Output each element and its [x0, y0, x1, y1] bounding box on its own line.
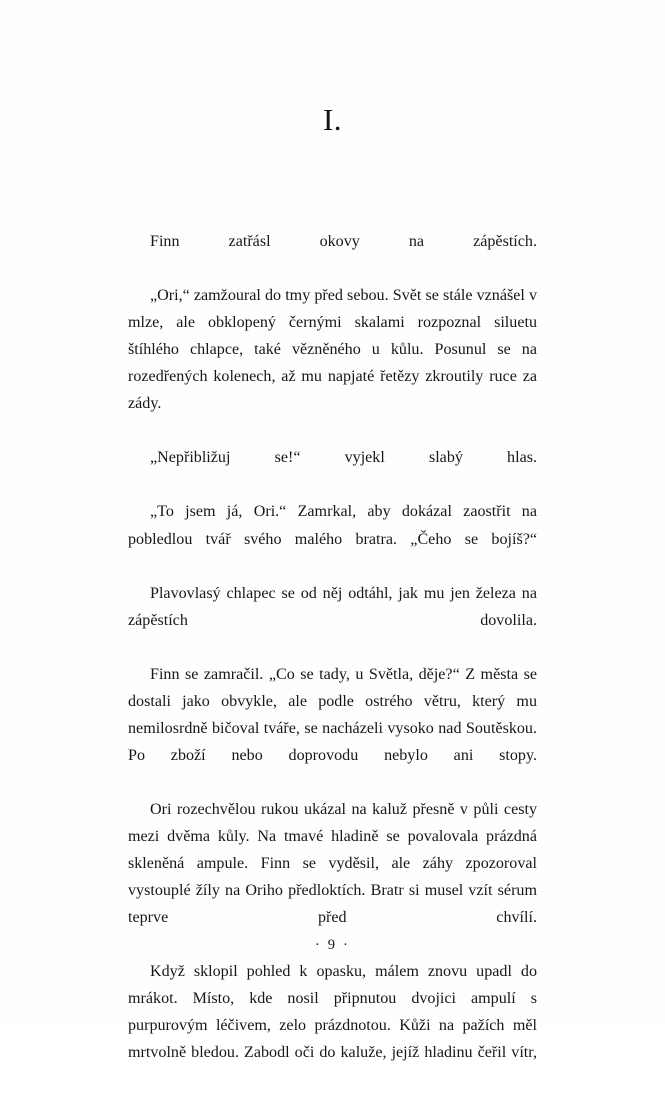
paragraph: Finn se zamračil. „Co se tady, u Světla, děje?“ Z města se dostali jako obvykle, ale podle ostrého větru, který mu nemilosrdně bičoval tváře, se nacházeli vysoko nad Soutěskou. Po zboží nebo doprovodu nebylo ani stopy.	[128, 665, 541, 764]
page-number: · 9 ·	[314, 937, 351, 953]
paragraph: „Nepřibližuj se!“ vyjekl slabý hlas.	[150, 449, 537, 467]
paragraph: Když sklopil pohled k opasku, málem znovu upadl do mrákot. Místo, kde nosil připnutou dvojici ampulí s purpurovým léčivem, zelo prázdnotou. Kůži na pažích měl mrtvolně bledou. Zabodl oči do kaluže, jejíž hladinu čeřil vítr,	[128, 963, 541, 1062]
paragraph: Plavovlasý chlapec se od něj odtáhl, jak mu jen železa na zápěstích dovolila.	[128, 584, 541, 629]
paragraph: Finn zatřásl okovy na zápěstích.	[150, 233, 537, 250]
body-text-block	[128, 228, 541, 1094]
paragraph: Ori rozechvělou rukou ukázal na kaluž přesně v půli cesty mezi dvěma kůly. Na tmavé hladině se povalovala prázdná skleněná ampule. Finn se vyděsil, ale záhy zpozoroval vystouplé žíly na Oriho předloktích. Bratr si musel vzít sérum teprve před chvílí.	[128, 800, 541, 927]
paragraph: „Ori,“ zamžoural do tmy před sebou. Svět se stále vznášel v mlze, ale obklopený černými skalami rozpoznal siluetu štíhlého chlapce, také vězněného u kůlu. Posunul se na rozedřených kolenech, až mu napjaté řetězy zkroutily ruce za zády.	[128, 287, 541, 413]
chapter-number-heading: I.	[322, 102, 343, 137]
paragraph: „To jsem já, Ori.“ Zamrkal, aby dokázal zaostřit na pobledlou tvář svého malého bratra. „Čeho se bojíš?“	[128, 503, 541, 548]
